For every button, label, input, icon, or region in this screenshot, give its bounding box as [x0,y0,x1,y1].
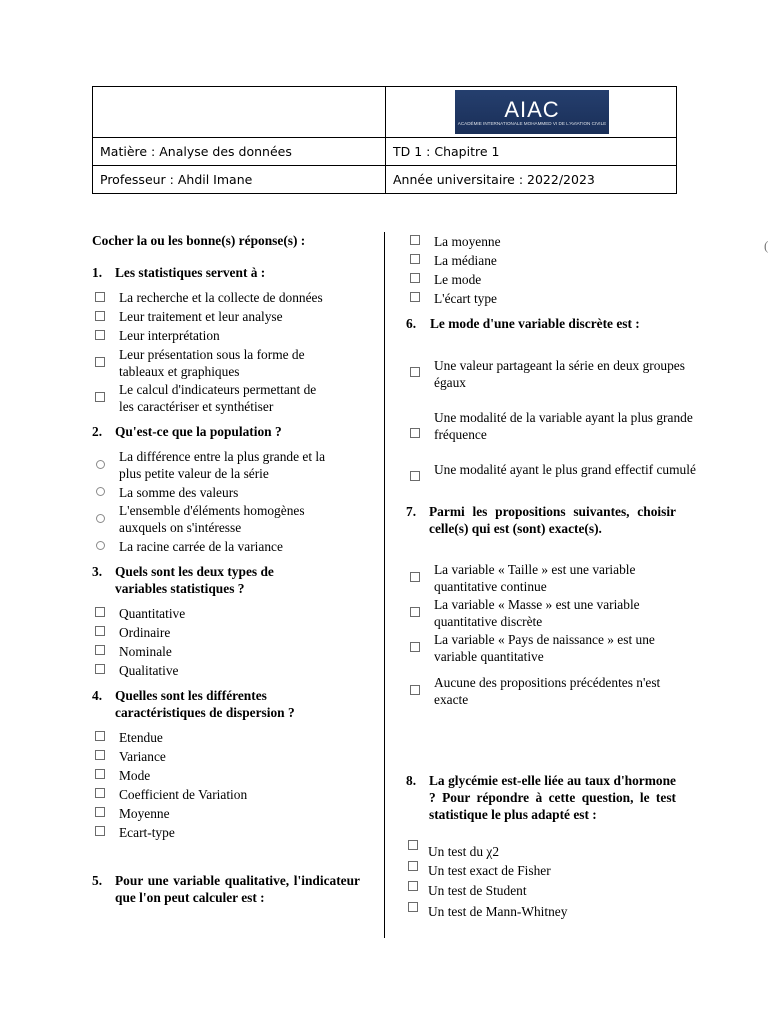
q8-option-3-checkbox[interactable] [408,881,418,891]
q5-option-3-checkbox[interactable] [410,273,420,283]
q7-option-3-line2: variable quantitative [434,649,544,664]
q2-option-3-line2: auxquels on s'intéresse [119,520,242,535]
q4-option-5-checkbox[interactable] [95,807,105,817]
header-table [92,86,677,194]
q8-option-2-checkbox[interactable] [408,861,418,871]
q1-option-3-checkbox[interactable] [95,330,105,340]
q4-text-line2: caractéristiques de dispersion ? [115,705,295,720]
q8 [406,772,676,842]
q2-text: Qu'est-ce que la population ? [115,424,282,439]
q1-option-2-checkbox[interactable] [95,311,105,321]
q3-text-line1: Quels sont les deux types de [115,564,274,579]
q1-text: Les statistiques servent à : [115,265,266,280]
matiere-label: Matière : Analyse des données [93,138,386,166]
q5-option-4: L'écart type [434,291,498,306]
q6-option-2-checkbox[interactable] [410,428,420,438]
q3-option-4: Qualitative [119,663,179,678]
q7-option-2-checkbox[interactable] [410,607,420,617]
q8-option-1-checkbox[interactable] [408,840,418,850]
q5-text: Pour une variable qualitative, l'indicateur que l'on peut calculer est : [115,873,360,905]
instruction: Cocher la ou les bonne(s) réponse(s) : [92,233,306,248]
q6-option-3: Une modalité ayant le plus grand effectif cumulé [434,462,696,477]
q7-text: Parmi les propositions suivantes, choisir celle(s) qui est (sont) exacte(s). [429,504,676,536]
q6-option-2-line2: fréquence [434,427,487,442]
q4-option-5: Moyenne [119,806,170,821]
q7-option-1-line2: quantitative continue [434,579,547,594]
q5-number: 5. [92,873,103,888]
q2-option-2: La somme des valeurs [119,485,239,500]
q6-text: Le mode d'une variable discrète est : [430,316,640,331]
q4-option-2-checkbox[interactable] [95,750,105,760]
q7 [406,503,676,555]
q2-option-2-radio[interactable] [96,487,105,496]
q8-option-3: Un test de Student [428,883,527,898]
q1-option-3: Leur interprétation [119,328,220,343]
aiac-logo: AIAC ACADÉMIE INTERNATIONALE MOHAMMED VI DE L'AVIATION CIVILE [455,90,609,134]
q3-option-3: Nominale [119,644,172,659]
q3-option-2: Ordinaire [119,625,171,640]
q7-option-3-line1: La variable « Pays de naissance » est une [434,632,655,647]
q8-option-1: Un test du χ2 [428,844,500,859]
q7-option-1-checkbox[interactable] [410,572,420,582]
q2-option-3-radio[interactable] [96,514,105,523]
q3-option-1: Quantitative [119,606,186,621]
q5-option-2: La médiane [434,253,497,268]
q2-option-3-line1: L'ensemble d'éléments homogènes [119,503,305,518]
td-label: TD 1 : Chapitre 1 [386,138,677,166]
q4-number: 4. [92,688,103,703]
q4-option-1: Etendue [119,730,163,745]
q5-option-2-checkbox[interactable] [410,254,420,264]
q6-number: 6. [406,316,417,331]
q2-option-4-radio[interactable] [96,541,105,550]
q3-option-2-checkbox[interactable] [95,626,105,636]
q7-option-2-line1: La variable « Masse » est une variable [434,597,640,612]
q2-option-1-radio[interactable] [96,460,105,469]
q7-option-4-line2: exacte [434,692,469,707]
q8-option-4-checkbox[interactable] [408,902,418,912]
column-divider [384,232,385,938]
q2-option-1-line1: La différence entre la plus grande et la [119,449,326,464]
q4-option-4: Coefficient de Variation [119,787,248,802]
q7-option-2-line2: quantitative discrète [434,614,543,629]
q7-option-4-line1: Aucune des propositions précédentes n'est [434,675,661,690]
q1-option-5-line1: Le calcul d'indicateurs permettant de [119,382,317,397]
q4-option-6-checkbox[interactable] [95,826,105,836]
q6-option-1-line2: égaux [434,375,466,390]
q5 [92,872,360,924]
q4-option-4-checkbox[interactable] [95,788,105,798]
q7-option-4-checkbox[interactable] [410,685,420,695]
q3-text-line2: variables statistiques ? [115,581,245,596]
q8-option-4: Un test de Mann-Whitney [428,904,568,919]
q1-option-2: Leur traitement et leur analyse [119,309,283,324]
q6-option-1-line1: Une valeur partageant la série en deux groupes [434,358,685,373]
q4-option-3: Mode [119,768,151,783]
q5-option-4-checkbox[interactable] [410,292,420,302]
q8-number: 8. [406,773,417,788]
q3-option-4-checkbox[interactable] [95,664,105,674]
q7-option-3-checkbox[interactable] [410,642,420,652]
q7-option-1-line1: La variable « Taille » est une variable [434,562,636,577]
q4-option-3-checkbox[interactable] [95,769,105,779]
header-logo-cell [386,87,677,138]
q3-option-3-checkbox[interactable] [95,645,105,655]
q4-option-1-checkbox[interactable] [95,731,105,741]
q8-text: La glycémie est-elle liée au taux d'hormone ? Pour répondre à cette question, le test statistique le plus adapté est : [429,773,676,822]
q3-number: 3. [92,564,103,579]
q1-option-5-checkbox[interactable] [95,392,105,402]
q4-option-6: Ecart-type [119,825,175,840]
q1-option-1-checkbox[interactable] [95,292,105,302]
q4-text-line1: Quelles sont les différentes [115,688,267,703]
q5-option-1-checkbox[interactable] [410,235,420,245]
q2-number: 2. [92,424,103,439]
q5-option-1: La moyenne [434,234,501,249]
q1-option-1: La recherche et la collecte de données [119,290,323,305]
q8-option-2: Un test exact de Fisher [428,863,551,878]
q1-option-4-checkbox[interactable] [95,357,105,367]
q1-option-4-line2: tableaux et graphiques [119,364,240,379]
header-empty-cell [93,87,386,138]
annee-label: Année universitaire : 2022/2023 [386,166,677,194]
q1-number: 1. [92,265,103,280]
q7-number: 7. [406,504,417,519]
q6-option-1-checkbox[interactable] [410,367,420,377]
q3-option-1-checkbox[interactable] [95,607,105,617]
q2-option-1-line2: plus petite valeur de la série [119,466,269,481]
q6-option-2-line1: Une modalité de la variable ayant la plus grande [434,410,693,425]
q4-option-2: Variance [119,749,166,764]
q1-option-5-line2: les caractériser et synthétiser [119,399,274,414]
q1-option-4-line1: Leur présentation sous la forme de [119,347,305,362]
professeur-label: Professeur : Ahdil Imane [93,166,386,194]
q2-option-4: La racine carrée de la variance [119,539,283,554]
q6-option-3-checkbox[interactable] [410,471,420,481]
q5-option-3: Le mode [434,272,482,287]
stray-mark: ( [764,238,768,253]
